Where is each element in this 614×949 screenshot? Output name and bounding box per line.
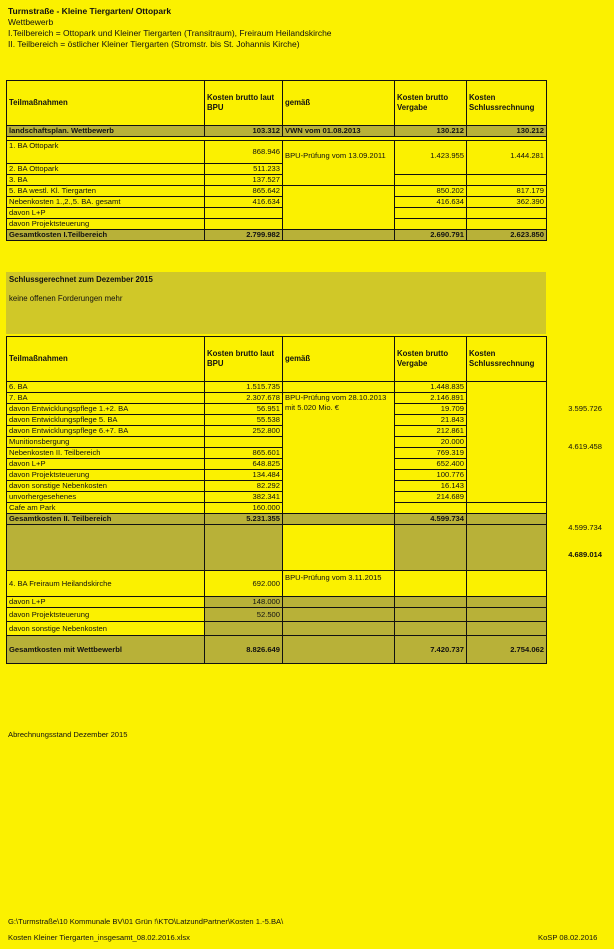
- cell-vergabe: 2.690.791: [395, 230, 467, 241]
- cell-bpu: [205, 622, 283, 636]
- cell-vergabe: 769.319: [395, 448, 467, 459]
- col-header-teil: Teilmaßnahmen: [7, 337, 205, 382]
- outside-value: 4.689.014: [568, 550, 602, 559]
- signature-date: KoSP 08.02.2016: [538, 933, 598, 942]
- cell-vergabe: 19.709: [395, 404, 467, 415]
- note-schlussgerechnet: Schlussgerechnet zum Dezember 2015: [9, 275, 153, 284]
- cell-vergabe: 416.634: [395, 197, 467, 208]
- col-header-teil: Teilmaßnahmen: [7, 81, 205, 126]
- row-label: davon L+P: [7, 459, 205, 470]
- cell-bpu: 160.000: [205, 503, 283, 514]
- cell-bpu: 55.538: [205, 415, 283, 426]
- cell-bpu: 5.231.355: [205, 514, 283, 525]
- row-label: 5. BA westl. Kl. Tiergarten: [7, 186, 205, 197]
- cell-vergabe: 130.212: [395, 126, 467, 137]
- cell-bpu: 692.000: [205, 571, 283, 597]
- doc-subtitle: Wettbewerb: [8, 17, 54, 27]
- row-label: 4. BA Freiraum Heilandskirche: [7, 571, 205, 597]
- file-path: G:\Turmstraße\10 Kommunale BV\01 Grün !\KTO\LatzundPartner\Kosten 1.-5.BA\: [8, 917, 284, 926]
- cell-bpu: 82.292: [205, 481, 283, 492]
- row-label: 1. BA Ottopark: [7, 141, 205, 164]
- row-label: 6. BA: [7, 382, 205, 393]
- col-header-schluss: Kosten Schlussrechnung: [467, 337, 547, 382]
- row-label: davon Projektsteuerung: [7, 608, 205, 622]
- row-label: davon L+P: [7, 597, 205, 608]
- row-label: Nebenkosten 1.,2.,5. BA. gesamt: [7, 197, 205, 208]
- row-label: 2. BA Ottopark: [7, 164, 205, 175]
- cell-bpu: [205, 437, 283, 448]
- table-teilbereich-1: [6, 80, 547, 241]
- cell-vergabe: 212.861: [395, 426, 467, 437]
- table-teilbereich-2: [6, 336, 547, 664]
- cell-bpu: 2.307.678: [205, 393, 283, 404]
- cell-bpu: [205, 219, 283, 230]
- cell-bpu: 1.515.735: [205, 382, 283, 393]
- cell-schluss: 2.754.062: [467, 636, 547, 664]
- row-label: 7. BA: [7, 393, 205, 404]
- cell-vergabe: 21.843: [395, 415, 467, 426]
- note-band-1: [6, 272, 546, 334]
- cell-bpu: 382.341: [205, 492, 283, 503]
- cell-bpu: 103.312: [205, 126, 283, 137]
- row-label: unvorhergesehenes: [7, 492, 205, 503]
- cell-bpu: 56.951: [205, 404, 283, 415]
- outside-value: 4.599.734: [568, 523, 602, 532]
- row-label: davon Projektsteuerung: [7, 470, 205, 481]
- row-label: Gesamtkosten II. Teilbereich: [7, 514, 205, 525]
- cell-bpu: 416.634: [205, 197, 283, 208]
- cell-vergabe: [395, 503, 467, 514]
- row-label: 3. BA: [7, 175, 205, 186]
- row-label: Cafe am Park: [7, 503, 205, 514]
- cell-bpu: [205, 208, 283, 219]
- abrechnungsstand: Abrechnungsstand Dezember 2015: [8, 730, 128, 739]
- outside-value: 3.595.726: [568, 404, 602, 413]
- cell-gemaess: BPU-Prüfung vom 13.09.2011: [283, 141, 395, 186]
- cell-bpu: 252.800: [205, 426, 283, 437]
- col-header-schluss: Kosten Schlussrechnung: [467, 81, 547, 126]
- cell-vergabe: 1.448.835: [395, 382, 467, 393]
- row-label: davon Entwicklungspflege 5. BA: [7, 415, 205, 426]
- row-label: Gesamtkosten mit Wettbewerbl: [7, 636, 205, 664]
- outside-value: 4.619.458: [568, 442, 602, 451]
- cell-schluss: 362.390: [467, 197, 547, 208]
- cell-vergabe: 100.776: [395, 470, 467, 481]
- cell-vergabe: 7.420.737: [395, 636, 467, 664]
- cell-vergabe: 652.400: [395, 459, 467, 470]
- cell-bpu: 137.527: [205, 175, 283, 186]
- col-header-bpu: Kosten brutto laut BPU: [205, 337, 283, 382]
- col-header-vergabe: Kosten brutto Vergabe: [395, 337, 467, 382]
- cell-gemaess: BPU-Prüfung vom 28.10.2013 mit 5.020 Mio. €: [283, 393, 395, 448]
- row-label: davon Projektsteuerung: [7, 219, 205, 230]
- cell-vergabe: 1.423.955: [395, 141, 467, 175]
- row-label: davon Entwicklungspflege 6.+7. BA: [7, 426, 205, 437]
- cell-bpu: 511.233: [205, 164, 283, 175]
- cell-gemaess: VWN vom 01.08.2013: [283, 126, 395, 137]
- cell-vergabe: 2.146.891: [395, 393, 467, 404]
- file-name: Kosten Kleiner Tiergarten_insgesamt_08.02.2016.xlsx: [8, 933, 190, 942]
- col-header-gemaess: gemäß: [283, 81, 395, 126]
- cell-vergabe: 20.000: [395, 437, 467, 448]
- cell-vergabe: 214.689: [395, 492, 467, 503]
- row-label: davon L+P: [7, 208, 205, 219]
- cell-bpu: 648.825: [205, 459, 283, 470]
- cell-vergabe: 850.202: [395, 186, 467, 197]
- row-label: davon sonstige Nebenkosten: [7, 481, 205, 492]
- cell-gemaess: BPU-Prüfung vom 3.11.2015: [283, 571, 395, 597]
- cell-bpu: 148.000: [205, 597, 283, 608]
- cell-schluss: 817.179: [467, 186, 547, 197]
- col-header-bpu: Kosten brutto laut BPU: [205, 81, 283, 126]
- header-line-1: I.Teilbereich = Ottopark und Kleiner Tiergarten (Transitraum), Freiraum Heilandskirche: [8, 28, 332, 38]
- cell-vergabe: 16.143: [395, 481, 467, 492]
- col-header-gemaess: gemäß: [283, 337, 395, 382]
- cell-schluss: 1.444.281: [467, 141, 547, 175]
- cell-bpu: 2.799.982: [205, 230, 283, 241]
- header-line-2: II. Teilbereich = östlicher Kleiner Tiergarten (Stromstr. bis St. Johannis Kirche): [8, 39, 300, 49]
- header: [8, 6, 332, 50]
- cell-bpu: 134.484: [205, 470, 283, 481]
- cell-bpu: 865.642: [205, 186, 283, 197]
- row-label: Munitionsbergung: [7, 437, 205, 448]
- cell-schluss: 130.212: [467, 126, 547, 137]
- cell-schluss: 2.623.850: [467, 230, 547, 241]
- cell-bpu: 868.946: [205, 141, 283, 164]
- note-keine-forderungen: keine offenen Forderungen mehr: [9, 294, 123, 303]
- row-label: davon sonstige Nebenkosten: [7, 622, 205, 636]
- cell-vergabe: 4.599.734: [395, 514, 467, 525]
- row-label: landschaftsplan. Wettbewerb: [7, 126, 205, 137]
- cell-bpu: 52.500: [205, 608, 283, 622]
- cell-bpu: 8.826.649: [205, 636, 283, 664]
- col-header-vergabe: Kosten brutto Vergabe: [395, 81, 467, 126]
- cell-bpu: 865.601: [205, 448, 283, 459]
- row-label: davon Entwicklungspflege 1.+2. BA: [7, 404, 205, 415]
- row-label: Gesamtkosten I.Teilbereich: [7, 230, 205, 241]
- doc-title: Turmstraße - Kleine Tiergarten/ Ottopark: [8, 6, 172, 16]
- row-label: Nebenkosten II. Teilbereich: [7, 448, 205, 459]
